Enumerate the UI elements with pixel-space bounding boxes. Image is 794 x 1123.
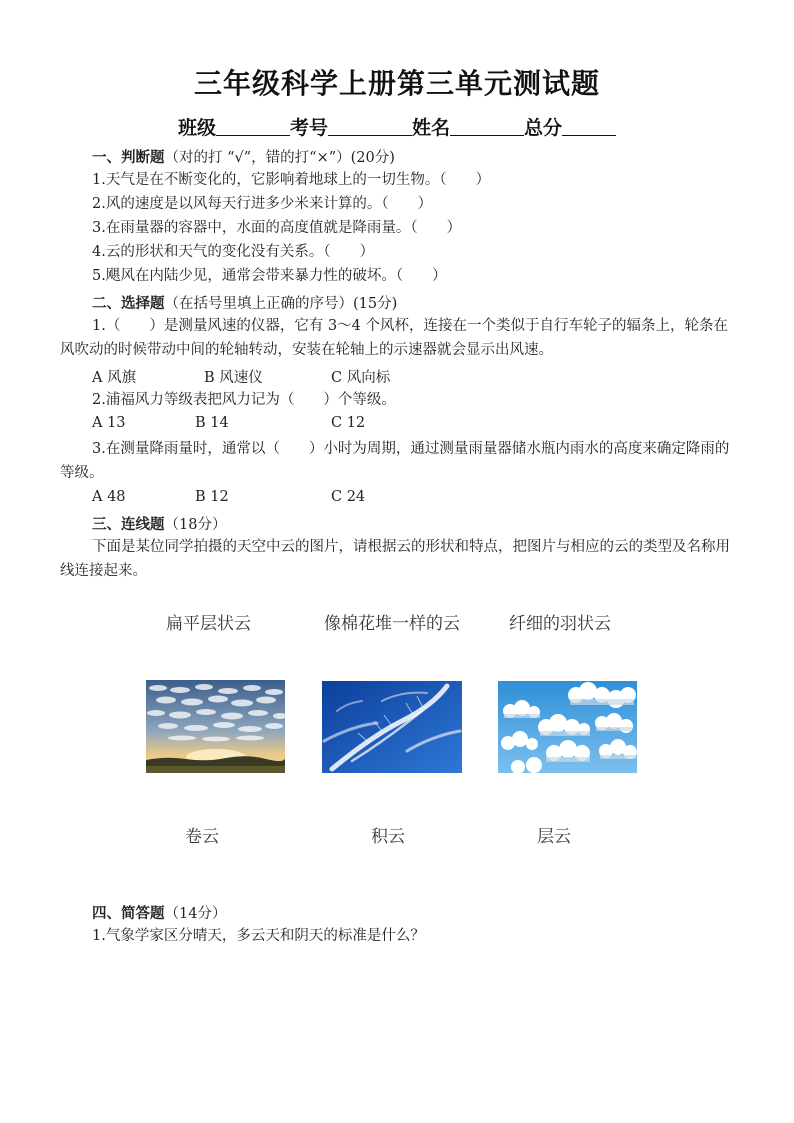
section1-item-2: 2.风的速度是以风每天行进多少米来计算的。（ ） xyxy=(92,196,433,212)
q2-option-b: B 14 xyxy=(195,415,229,431)
section2-question-2: 2.浦福风力等级表把风力记为（ ）个等级。 xyxy=(92,392,396,408)
section4-question-1: 1.气象学家区分晴天，多云天和阴天的标准是什么？ xyxy=(92,928,425,944)
section2-question-1: 1.（ ）是测量风速的仪器，它有 3～4 个风杯，连接在一个类似于自行车轮子的辐条上，轮条在风吹动的时候带动中间的轮轴转动，安装在轮轴上的示速器就会显示出风速。 xyxy=(60,318,728,358)
q3-option-b: B 12 xyxy=(195,489,229,505)
section1-item-4: 4.云的形状和天气的变化没有关系。（ ） xyxy=(92,244,375,260)
section1-item-5: 5.飓风在内陆少见，通常会带来暴力性的破坏。（ ） xyxy=(92,268,447,284)
section1-heading: 一、判断题（对的打 “√”，错的打“×”）(20分) xyxy=(92,150,395,166)
label-stratus: 层云 xyxy=(537,827,571,847)
section3-description: 下面是某位同学拍摄的天空中云的图片，请根据云的形状和特点，把图片与相应的云的类型及名称用线连接起来。 xyxy=(60,539,730,579)
label-cotton-cloud: 像棉花堆一样的云 xyxy=(324,614,460,634)
q3-option-a: A 48 xyxy=(92,489,126,505)
q3-option-c: C 24 xyxy=(331,489,366,505)
q1-option-a: A 风旗 xyxy=(92,370,137,386)
q2-option-a: A 13 xyxy=(92,415,126,431)
section3-heading: 三、连线题（18分） xyxy=(92,517,227,533)
section1-item-1: 1.天气是在不断变化的，它影响着地球上的一切生物。（ ） xyxy=(92,172,491,188)
section1-item-3: 3.在雨量器的容器中，水面的高度值就是降雨量。（ ） xyxy=(92,220,462,236)
q2-option-c: C 12 xyxy=(331,415,366,431)
score-label: 总分 xyxy=(524,117,563,139)
q1-option-b: B 风速仪 xyxy=(204,370,263,386)
cloud-photo-cumulus[interactable] xyxy=(498,681,637,773)
name-blank[interactable] xyxy=(450,117,524,136)
exam-no-blank[interactable] xyxy=(328,117,412,136)
score-blank[interactable] xyxy=(562,117,616,136)
section2-question-3: 3.在测量降雨量时，通常以（ ）小时为周期，通过测量雨量器储水瓶内雨水的高度来确定降雨的等级。 xyxy=(60,441,730,481)
student-info-line xyxy=(0,113,794,140)
label-cirrus: 卷云 xyxy=(185,827,219,847)
label-feather-cloud: 纤细的羽状云 xyxy=(509,614,611,634)
label-flat-layered-cloud: 扁平层状云 xyxy=(166,614,251,634)
label-cumulus: 积云 xyxy=(371,827,405,847)
section2-heading: 二、选择题（在括号里填上正确的序号）(15分) xyxy=(92,296,398,312)
page-title: 三年级科学上册第三单元测试题 xyxy=(193,67,600,100)
cloud-photo-cirrus[interactable] xyxy=(322,681,462,773)
class-blank[interactable] xyxy=(216,117,290,136)
exam-no-label: 考号 xyxy=(289,117,328,139)
class-label: 班级 xyxy=(177,117,216,139)
name-label: 姓名 xyxy=(412,117,451,139)
section4-heading: 四、简答题（14分） xyxy=(92,906,227,922)
cloud-photo-sunset[interactable] xyxy=(146,680,285,773)
q1-option-c: C 风向标 xyxy=(331,370,391,386)
